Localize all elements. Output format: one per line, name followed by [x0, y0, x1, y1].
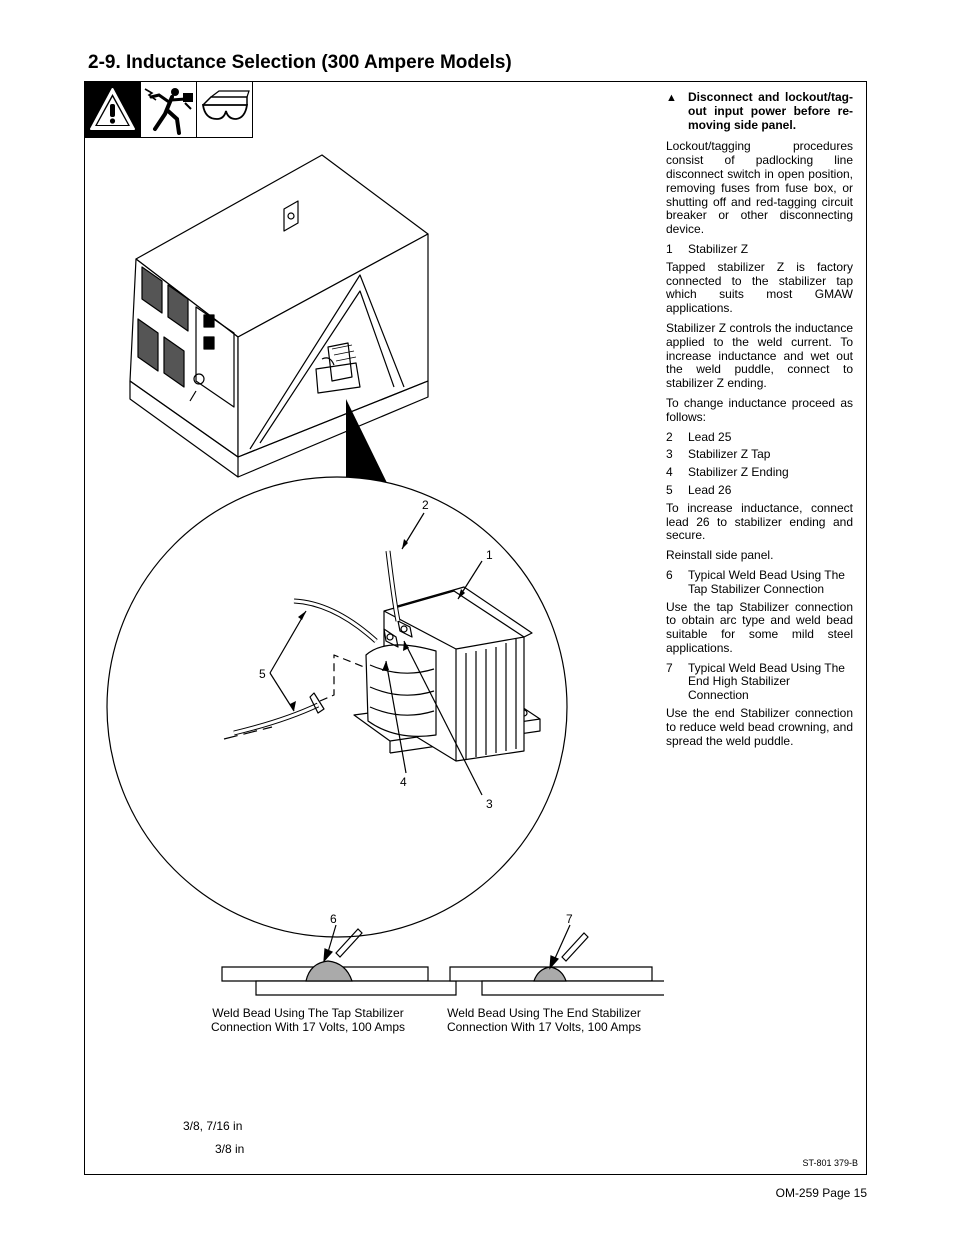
instructions-column [666, 91, 853, 754]
document-code: ST-801 379-B [802, 1158, 858, 1168]
item-label: Typical Weld Bead Using The End High Stabilizer Connection [688, 660, 845, 703]
lockout-note: Lockout/tagging procedures consist of padlocking line disconnect switch in open position, removing fuses from fuse box, or shutting off and red-tagging circuit breaker or other disconnecting device. [666, 139, 853, 237]
list-item [666, 484, 853, 498]
paragraph-tap-use: Use the tap Stabilizer connection to obtain arc type and weld bead suitable for some mild steel applications. [666, 599, 853, 655]
warning-text: Disconnect and lockout/tag-out input power before re-moving side panel. [688, 90, 853, 132]
caption-tap-line1: Weld Bead Using The Tap Stabilizer [212, 1006, 404, 1020]
paragraph-reinstall: Reinstall side panel. [666, 548, 774, 563]
wrench-size: 3/8, 7/16 in [183, 1119, 243, 1133]
callout-6: 6 [330, 912, 337, 926]
list-item [666, 466, 853, 480]
paragraph-tapped: Tapped stabilizer Z is factory connected to the stabilizer tap which suits most GMAW applications. [666, 259, 853, 316]
list-item [666, 569, 853, 597]
list-item [666, 431, 853, 445]
inductance-diagram [84, 81, 664, 1081]
item-number: 6 [666, 567, 673, 582]
caption-end-line1: Weld Bead Using The End Stabilizer [447, 1006, 641, 1020]
list-item [666, 243, 853, 257]
item-label: Stabilizer Z Tap [688, 447, 771, 462]
callout-2: 2 [422, 498, 429, 512]
caption-end [434, 1006, 654, 1034]
item-number: 2 [666, 429, 673, 444]
caption-tap [198, 1006, 418, 1034]
paragraph-increase: To increase inductance, connect lead 26 to stabilizer ending and secure. [666, 500, 853, 543]
callout-5: 5 [259, 667, 266, 681]
section-title: 2-9. Inductance Selection (300 Ampere Models) [88, 52, 512, 73]
page-footer: OM-259 Page 15 [775, 1186, 867, 1200]
callout-7: 7 [566, 912, 573, 926]
warning-triangle-icon: ▲ [666, 92, 677, 104]
callout-3: 3 [486, 797, 493, 811]
caption-tap-line2: Connection With 17 Volts, 100 Amps [210, 1020, 406, 1034]
item-label: Stabilizer Z [688, 241, 749, 256]
paragraph-end-use: Use the end Stabilizer connection to reduce weld bead crowning, and spread the weld puddle. [666, 706, 853, 748]
item-number: 4 [666, 465, 673, 480]
warning-paragraph [666, 91, 853, 132]
item-number: 7 [666, 660, 673, 675]
nutdriver-size: 3/8 in [215, 1142, 245, 1156]
callout-4: 4 [400, 775, 407, 789]
item-label: Lead 25 [688, 429, 732, 444]
list-item [666, 662, 853, 703]
item-label: Lead 26 [688, 482, 732, 497]
item-label: Typical Weld Bead Using The Tap Stabilizer Connection [688, 567, 845, 596]
weld-bead-end-illustration [450, 925, 664, 995]
item-number: 1 [666, 241, 673, 256]
paragraph-change: To change inductance proceed as follows: [666, 395, 853, 424]
callout-1: 1 [486, 548, 493, 562]
list-item [666, 448, 853, 462]
item-number: 5 [666, 482, 673, 497]
item-label: Stabilizer Z Ending [688, 465, 789, 480]
caption-end-line2: Connection With 17 Volts, 100 Amps [446, 1020, 642, 1034]
item-number: 3 [666, 447, 673, 462]
detail-pointer [346, 399, 390, 489]
paragraph-controls: Stabilizer Z controls the inductance applied to the weld current. To increase inductance and wet out the weld puddle, connect to stabilizer Z ending. [666, 320, 853, 391]
